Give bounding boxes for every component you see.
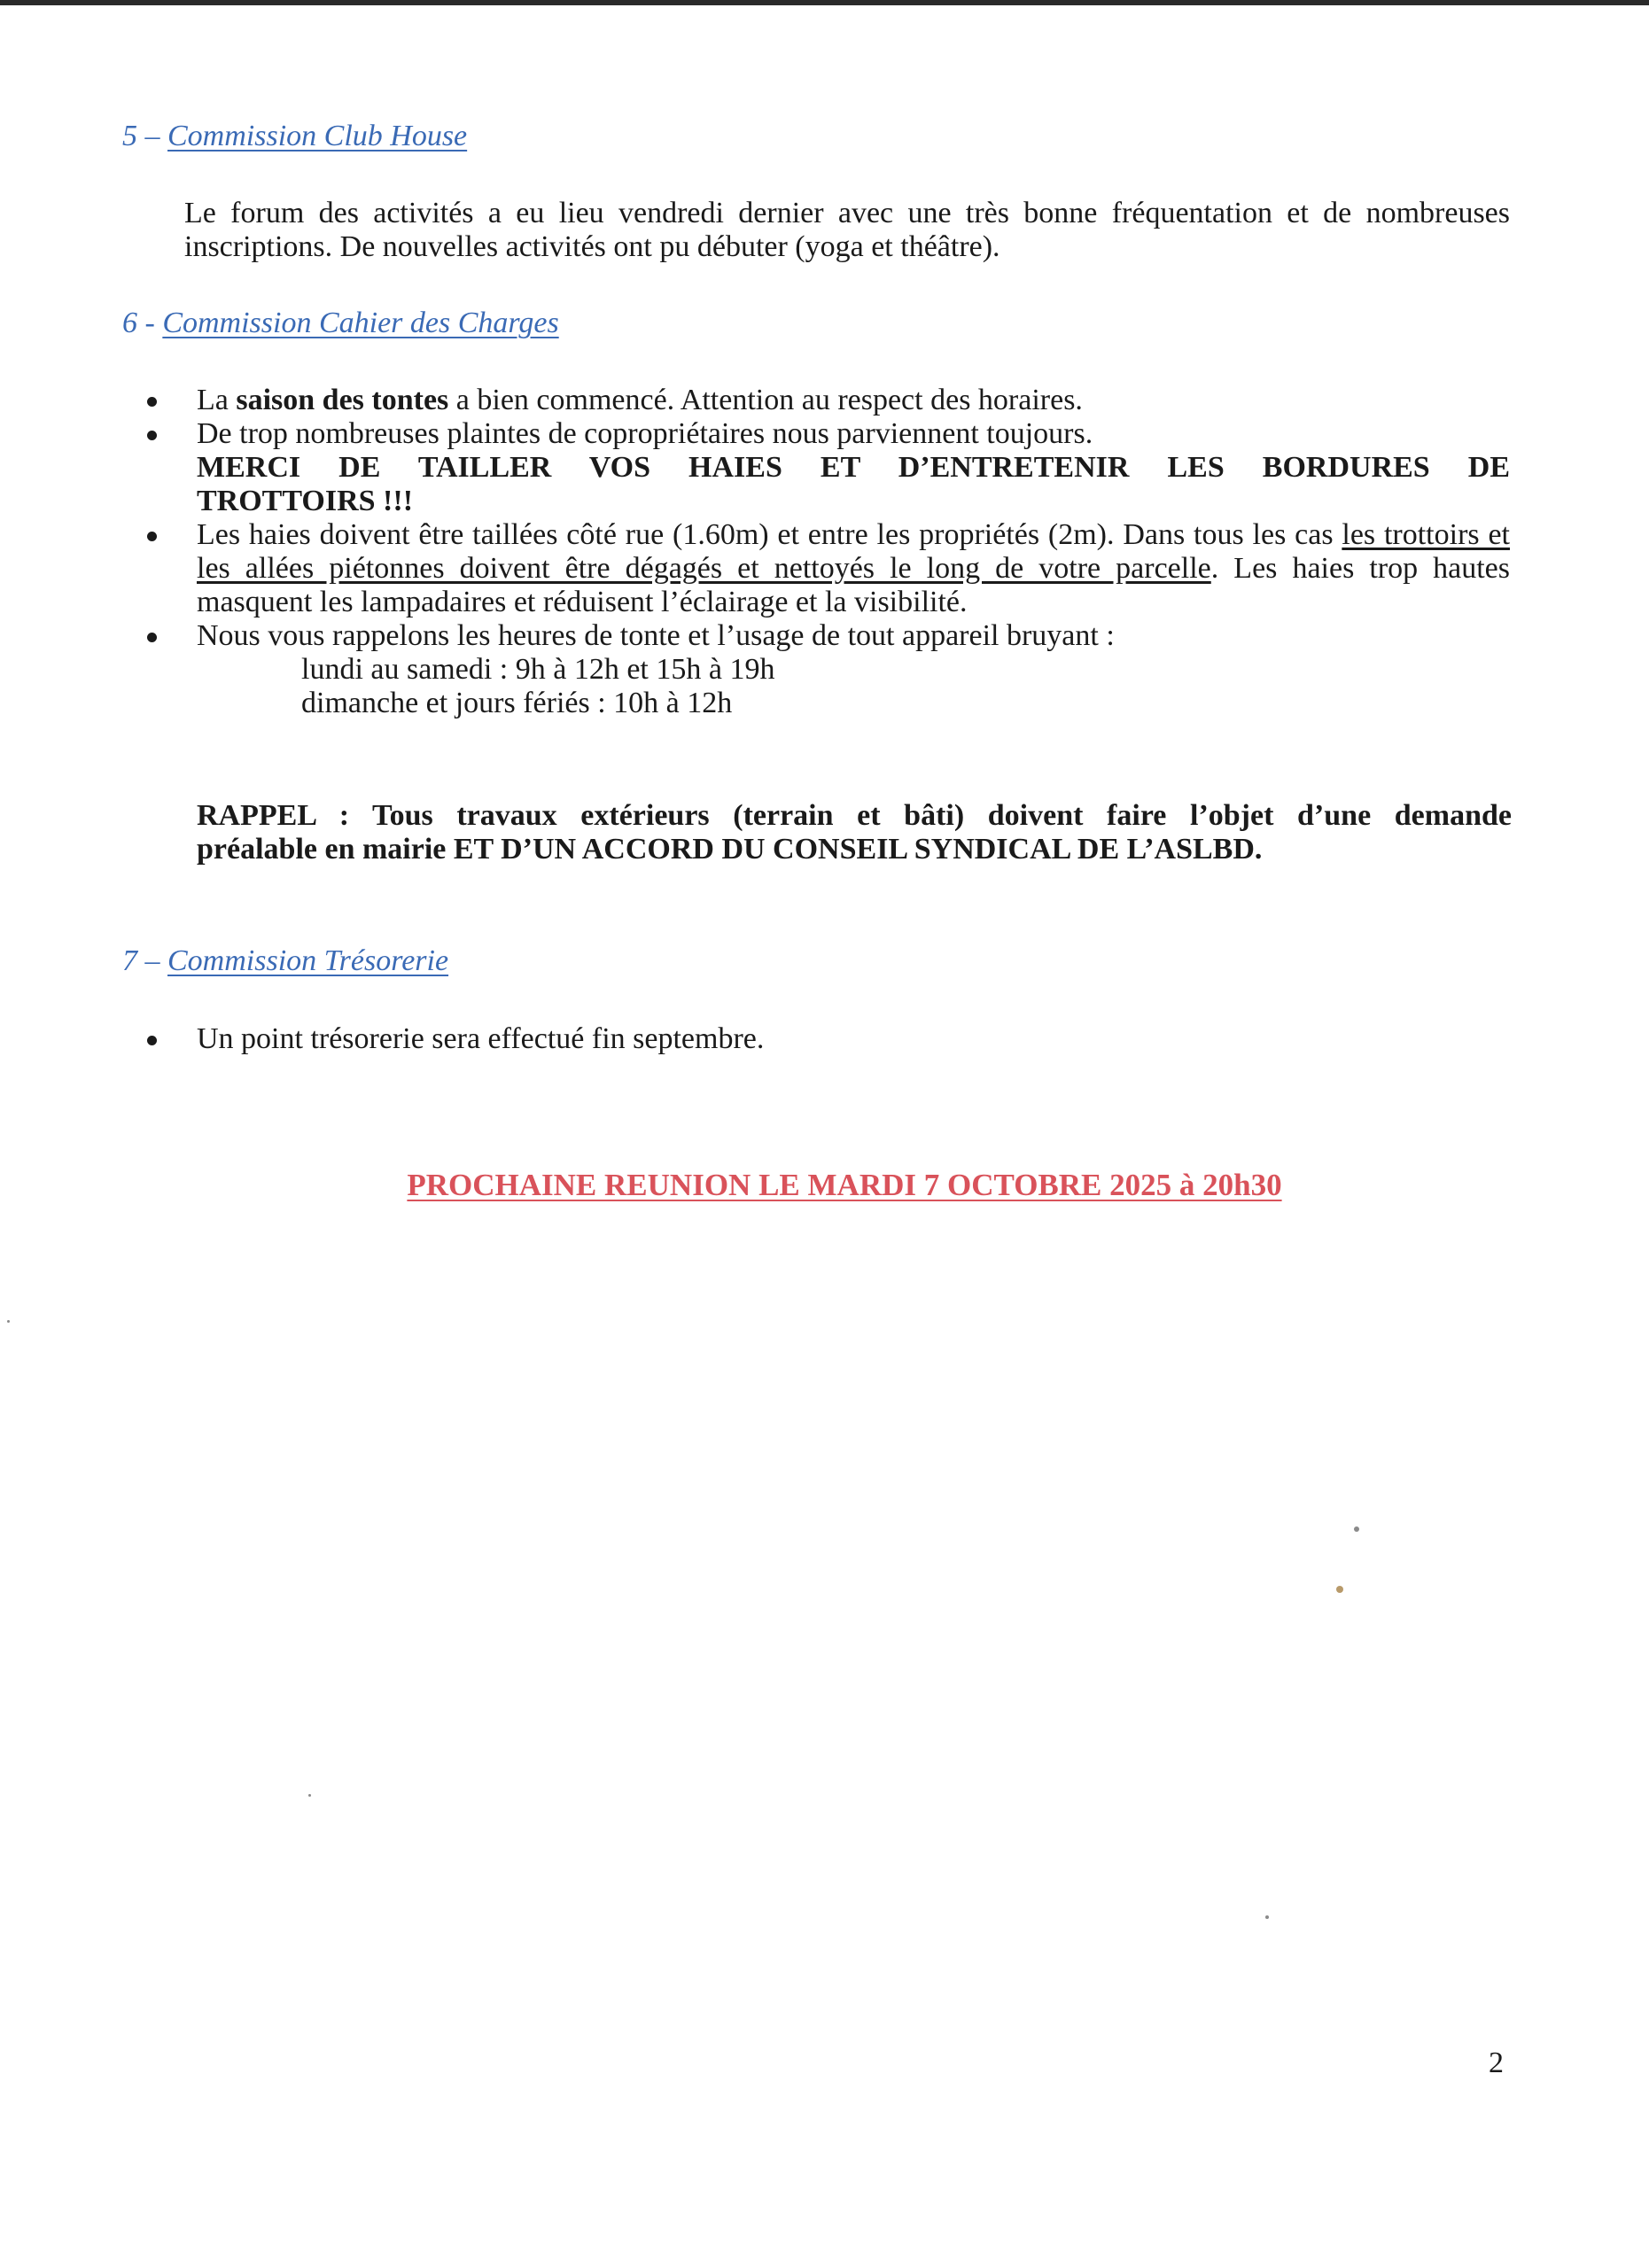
section-title: Commission Trésorerie — [167, 944, 449, 977]
rappel-line — [197, 799, 1512, 833]
section-number: 7 – — [122, 944, 160, 977]
bullet-text-underlined: les trottoirs et les allées piétonnes doivent être dégagés et nettoyés le long de votre parcelle — [197, 518, 1510, 585]
section-number: 5 – — [122, 120, 160, 152]
list-item — [142, 518, 1510, 619]
schedule-weekday: lundi au samedi : 9h à 12h et 15h à 19h — [301, 653, 775, 686]
bullet-text-bold: saison des tontes — [236, 384, 449, 416]
scan-speck — [1336, 1586, 1343, 1593]
caps-warning — [197, 451, 1510, 518]
section-heading-cahier-des-charges — [122, 307, 559, 340]
section-title: Commission Club House — [167, 120, 468, 152]
section-title: Commission Cahier des Charges — [162, 307, 559, 339]
caps-warning-line: TROTTOIRS !!! — [197, 485, 414, 517]
caps-warning-line: MERCI DE TAILLER VOS HAIES ET D’ENTRETENIR LES BORDURES DE — [197, 451, 1510, 484]
schedule-sunday: dimanche et jours fériés : 10h à 12h — [301, 687, 733, 719]
tresorerie-bullet-list — [142, 1022, 1510, 1056]
bullet-text: a bien commencé. Attention au respect des horaires. — [448, 384, 1083, 416]
bullet-icon — [147, 532, 157, 541]
bullet-icon — [147, 633, 157, 642]
bullet-text: Un point trésorerie sera effectué fin septembre. — [197, 1022, 765, 1055]
rappel-text: préalable en mairie ET D’UN ACCORD DU CONSEIL SYNDICAL DE L’ASLBD. — [197, 833, 1263, 866]
bullet-text: La — [197, 384, 237, 416]
list-item — [142, 417, 1510, 518]
list-item — [142, 1022, 1510, 1056]
scan-speck — [7, 1320, 10, 1323]
scan-speck — [308, 1794, 311, 1797]
rappel-notice — [197, 799, 1512, 866]
list-item — [142, 619, 1510, 720]
section-number: 6 - — [122, 307, 155, 339]
bullet-icon — [147, 1036, 157, 1045]
next-meeting-announcement: PROCHAINE REUNION LE MARDI 7 OCTOBRE 2025 à 20h30 — [407, 1168, 1282, 1202]
club-house-paragraph: Le forum des activités a eu lieu vendredi dernier avec une très bonne fréquentation et de nombreuses inscriptions. De nouvelles activités ont pu débuter (yoga et théâtre). — [184, 197, 1510, 263]
section-heading-club-house — [122, 120, 467, 153]
bullet-text: Nous vous rappelons les heures de tonte et l’usage de tout appareil bruyant : — [197, 619, 1115, 652]
section-heading-tresorerie — [122, 944, 448, 978]
page-number: 2 — [1489, 2047, 1504, 2079]
bullet-text: De trop nombreuses plaintes de copropriétaires nous parviennent toujours. — [197, 417, 1093, 450]
cahier-bullet-list — [142, 384, 1510, 720]
bullet-icon — [147, 431, 157, 440]
scan-speck — [1265, 1915, 1269, 1919]
bullet-icon — [147, 397, 157, 407]
rappel-label: RAPPEL — [197, 799, 316, 832]
rappel-text: : Tous travaux extérieurs (terrain et bâti) doivent faire l’objet d’une demande — [315, 799, 1512, 832]
bullet-text: Les haies doivent être taillées côté rue (1.60m) et entre les propriétés (2m). Dans tous les cas — [197, 518, 1342, 551]
scan-speck — [1354, 1526, 1359, 1532]
bullet-text: . Les haies trop hautes masquent les lampadaires et réduisent l’éclairage et la visibilité. — [197, 552, 1511, 618]
list-item — [142, 384, 1510, 417]
